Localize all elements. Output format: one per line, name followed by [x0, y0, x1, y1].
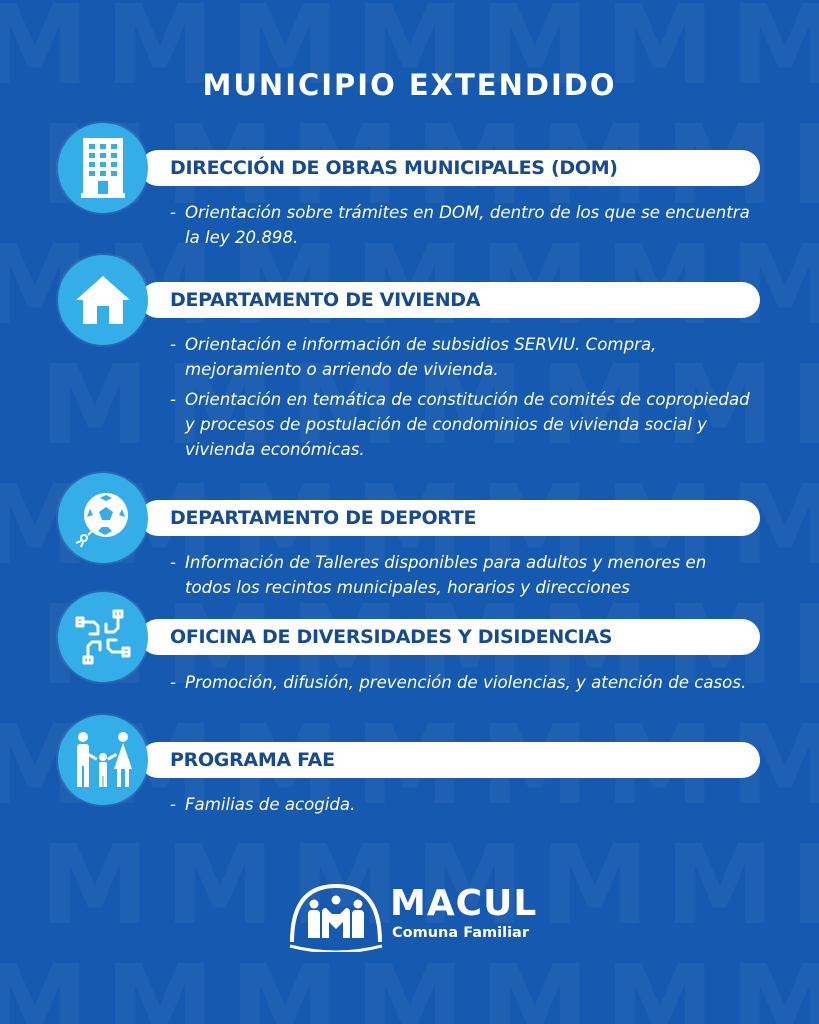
background-pattern-glyph: [40, 350, 149, 460]
background-pattern-glyph: [40, 830, 149, 940]
background-pattern-glyph: [790, 590, 819, 700]
section-title: OFICINA DE DIVERSIDADES Y DISIDENCIAS: [170, 626, 613, 648]
building-icon: [58, 123, 148, 213]
background-pattern-glyph: [230, 950, 339, 1024]
background-pattern-glyph: [165, 830, 274, 940]
section-title: PROGRAMA FAE: [170, 749, 335, 771]
house-icon: [58, 255, 148, 345]
section-header-pill: [140, 619, 760, 655]
background-pattern-glyph: [355, 950, 464, 1024]
sports-ball-icon: [58, 473, 148, 563]
background-pattern-glyph: [605, 950, 714, 1024]
bullet-item: - Información de Talleres disponibles para adultos y menores en todos los recintos municipales, horarios y direcciones: [170, 553, 707, 597]
bullet-item: - Familias de acogida.: [170, 795, 356, 814]
family-icon: [58, 715, 148, 805]
background-pattern-glyph: [480, 950, 589, 1024]
section-header-pill: [140, 742, 760, 778]
section-header-pill: [140, 500, 760, 536]
background-pattern-glyph: [790, 110, 819, 220]
background-pattern-glyph: [790, 830, 819, 940]
section-title: DIRECCIÓN DE OBRAS MUNICIPALES (DOM): [170, 157, 618, 179]
bullet-item: - Orientación en temática de constitución de comités de copropiedad y procesos de postulación de condominios de vivienda social y vivienda económicas.: [170, 390, 750, 459]
background-pattern-glyph: [790, 350, 819, 460]
section-title: DEPARTAMENTO DE VIVIENDA: [170, 289, 481, 311]
macul-logo: [288, 878, 548, 958]
background-pattern-glyph: [105, 950, 214, 1024]
logo-name: MACUL: [390, 883, 538, 924]
logo-tagline: Comuna Familiar: [392, 925, 529, 941]
background-pattern-glyph: [540, 830, 649, 940]
background-pattern-glyph: [0, 950, 89, 1024]
joined-hands-icon: [58, 592, 148, 682]
bullet-item: - Orientación sobre trámites en DOM, dentro de los que se encuentra la ley 20.898.: [170, 203, 750, 247]
page-title: MUNICIPIO EXTENDIDO: [202, 68, 617, 102]
section-header-pill: [140, 150, 760, 186]
bullet-item: - Orientación e información de subsidios SERVIU. Compra, mejoramiento o arriendo de vivienda.: [170, 335, 657, 379]
section-title: DEPARTAMENTO DE DEPORTE: [170, 507, 477, 529]
bullet-item: - Promoción, difusión, prevención de violencias, y atención de casos.: [170, 673, 747, 692]
section-header-pill: [140, 282, 760, 318]
background-pattern-glyph: [730, 950, 819, 1024]
background-pattern-glyph: [665, 830, 774, 940]
macul-logo-mark: [288, 880, 384, 952]
